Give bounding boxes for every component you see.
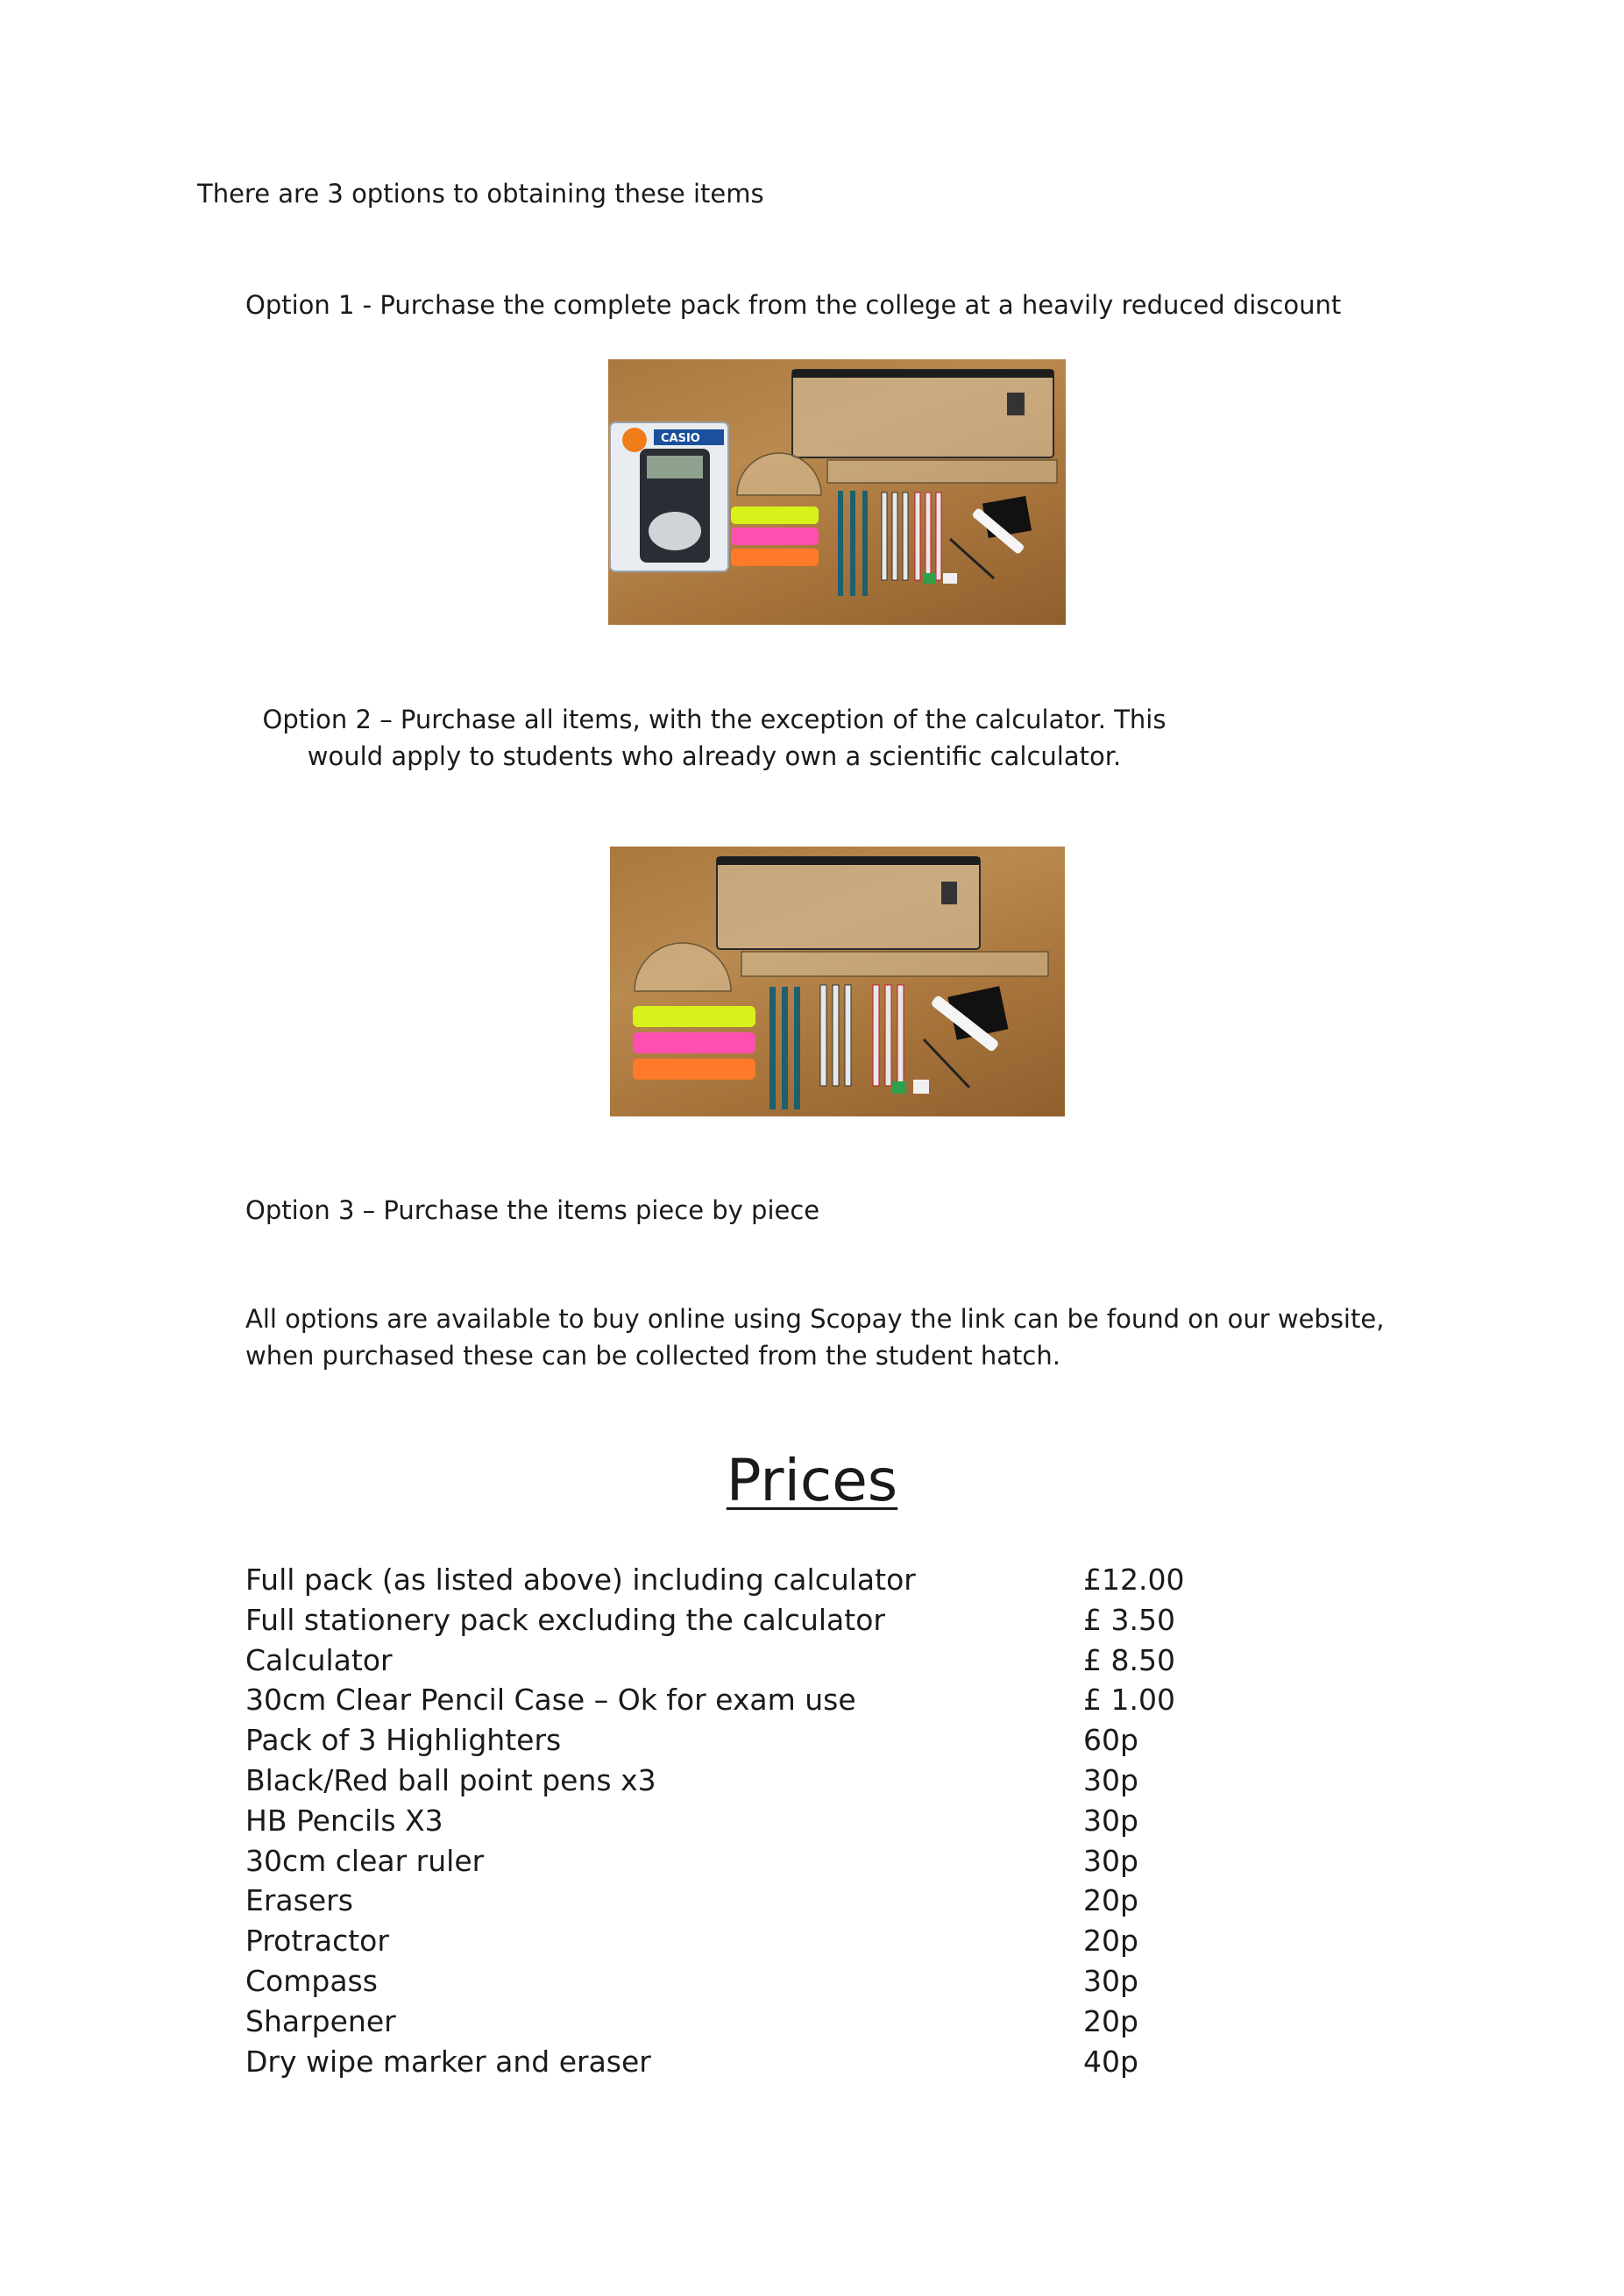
stationery-pack-photo (610, 847, 1065, 1116)
prices-heading: Prices (726, 1447, 898, 1514)
price-row (245, 1921, 1297, 1961)
price-item-name: 30cm Clear Pencil Case – Ok for exam use (245, 1683, 856, 1718)
intro-text: There are 3 options to obtaining these items (197, 179, 764, 209)
price-item-name: HB Pencils X3 (245, 1803, 443, 1838)
price-amount: 30p (1083, 1762, 1138, 1797)
complete-pack-illustration (608, 359, 1066, 625)
price-row (245, 1600, 1297, 1641)
price-row (245, 1641, 1297, 1681)
price-row (245, 1560, 1297, 1600)
price-amount: 20p (1083, 2003, 1138, 2038)
price-item-name: Full pack (as listed above) including calculator (245, 1563, 916, 1597)
price-amount: £ 1.00 (1083, 1683, 1175, 1718)
price-amount: 30p (1083, 1803, 1138, 1838)
price-item-name: Dry wipe marker and eraser (245, 2044, 651, 2079)
price-amount: 30p (1083, 1963, 1138, 1998)
option-3-text: Option 3 – Purchase the items piece by piece (245, 1195, 820, 1225)
price-amount: 60p (1083, 1723, 1138, 1758)
price-amount: 40p (1083, 2044, 1138, 2079)
price-row (245, 1961, 1297, 2002)
calculator-brand-label: CASIO (661, 432, 700, 445)
price-amount: £ 3.50 (1083, 1602, 1175, 1637)
price-row (245, 1841, 1297, 1881)
price-row (245, 1761, 1297, 1801)
price-row (245, 1720, 1297, 1761)
price-amount: 30p (1083, 1843, 1138, 1878)
price-item-name: 30cm clear ruler (245, 1843, 485, 1878)
option-2-text: Option 2 – Purchase all items, with the exception of the calculator. This would apply to students who already own a scientific calculator. (262, 705, 1167, 771)
price-amount: 20p (1083, 1883, 1138, 1918)
price-amount: £ 8.50 (1083, 1642, 1175, 1677)
price-row (245, 1881, 1297, 1921)
price-row (245, 2002, 1297, 2042)
price-item-name: Sharpener (245, 2003, 396, 2038)
price-amount: £12.00 (1083, 1563, 1185, 1597)
price-item-name: Erasers (245, 1883, 353, 1918)
price-row (245, 2042, 1297, 2082)
option-1-text: Option 1 - Purchase the complete pack from the college at a heavily reduced discount (245, 290, 1342, 320)
price-amount: 20p (1083, 1924, 1138, 1959)
price-list (245, 1560, 1297, 2081)
price-item-name: Pack of 3 Highlighters (245, 1723, 562, 1758)
availability-text: All options are available to buy online using Scopay the link can be found on our website, when purchased these can be collected from the student hatch. (245, 1304, 1385, 1371)
price-item-name: Full stationery pack excluding the calculator (245, 1602, 885, 1637)
price-row (245, 1801, 1297, 1841)
stationery-pack-illustration (610, 847, 1065, 1116)
price-row (245, 1680, 1297, 1720)
complete-pack-photo (608, 359, 1066, 625)
price-item-name: Protractor (245, 1924, 389, 1959)
price-item-name: Calculator (245, 1642, 393, 1677)
price-item-name: Black/Red ball point pens x3 (245, 1762, 656, 1797)
price-item-name: Compass (245, 1963, 378, 1998)
